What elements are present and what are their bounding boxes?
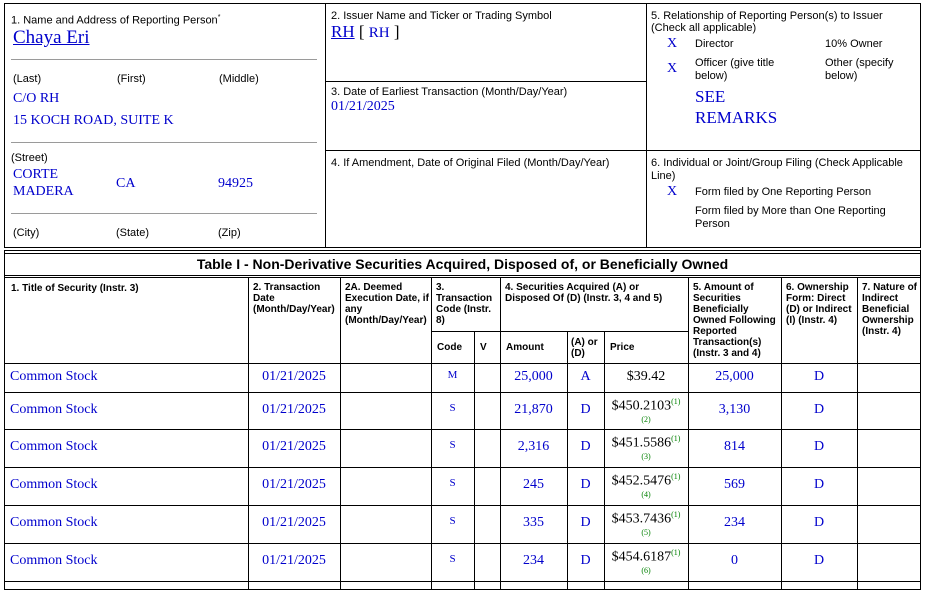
officer-check: X xyxy=(667,61,678,76)
price-cell xyxy=(604,434,688,461)
reporting-person-name[interactable]: Chaya Eri xyxy=(13,27,90,48)
director-check: X xyxy=(667,36,678,51)
box2-label: 2. Issuer Name and Ticker or Trading Symbol xyxy=(331,10,552,22)
issuer-ticker: RH [ RH ] xyxy=(331,22,400,41)
owned-following: 25,000 xyxy=(715,368,754,384)
price-cell xyxy=(604,397,688,424)
col-form-header: 6. Ownership Form: Direct (D) or Indirect (I) (Instr. 4) xyxy=(786,282,852,326)
first-label: (First) xyxy=(117,73,146,85)
securities-amount: 245 xyxy=(523,477,544,492)
state-value: CA xyxy=(116,176,136,191)
col-nature-header: 7. Nature of Indirect Beneficial Ownership (Instr. 4) xyxy=(862,282,918,337)
footnote-ref[interactable]: (5) xyxy=(641,527,651,537)
transaction-date: 01/21/2025 xyxy=(262,401,326,417)
aord-subheader: (A) or (D) xyxy=(571,337,598,359)
acquired-disposed: D xyxy=(580,553,591,568)
price-cell xyxy=(604,548,688,575)
security-title[interactable]: Common Stock xyxy=(10,515,98,530)
ten-percent-owner-label: 10% Owner xyxy=(825,38,883,50)
city-label: (City) xyxy=(13,227,40,239)
footnote-ref[interactable]: (1) xyxy=(671,472,681,481)
box5-label: 5. Relationship of Reporting Person(s) to Issuer xyxy=(651,10,883,22)
transaction-date: 01/21/2025 xyxy=(262,368,326,384)
acquired-disposed: D xyxy=(580,515,591,530)
acquired-disposed: D xyxy=(580,477,591,492)
zip-value: 94925 xyxy=(218,176,253,191)
col-deemed-header: 2A. Deemed Execution Date, if any (Month/Day/Year) xyxy=(345,282,429,326)
owned-following: 814 xyxy=(724,439,745,454)
state-label: (State) xyxy=(116,227,150,239)
other-label: Other (specify below) xyxy=(825,57,894,82)
amount-subheader: Amount xyxy=(506,342,544,353)
transaction-date: 01/21/2025 xyxy=(262,553,326,568)
price-value: $39.42 xyxy=(626,368,666,384)
ownership-form: D xyxy=(813,477,825,492)
transaction-code: M xyxy=(447,368,458,381)
transaction-date: 01/21/2025 xyxy=(262,515,326,530)
acquired-disposed: D xyxy=(580,439,591,454)
ownership-form: D xyxy=(813,553,825,568)
securities-amount: 2,316 xyxy=(517,439,550,454)
security-title[interactable]: Common Stock xyxy=(10,368,98,384)
address-line1: C/O RH xyxy=(13,91,60,106)
securities-amount: 335 xyxy=(523,515,544,530)
price-value: $454.6187 xyxy=(611,549,672,565)
footnote-ref[interactable]: (1) xyxy=(671,510,681,519)
ownership-form: D xyxy=(813,515,825,530)
table-title: Table I - Non-Derivative Securities Acquired, Disposed of, or Beneficially Owned xyxy=(196,256,729,272)
box6-label: 6. Individual or Joint/Group Filing (Check Applicable Line) xyxy=(651,157,903,182)
director-label: Director xyxy=(695,38,734,50)
owned-following: 234 xyxy=(724,515,745,530)
box4-label: 4. If Amendment, Date of Original Filed (Month/Day/Year) xyxy=(331,157,610,169)
transaction-date: 01/21/2025 xyxy=(262,439,326,454)
code-subheader: Code xyxy=(437,342,462,353)
transaction-code: S xyxy=(449,553,456,565)
ticker-symbol: RH xyxy=(368,25,390,41)
price-value: $453.7436 xyxy=(611,511,672,527)
officer-label: Officer (give title below) xyxy=(695,57,775,82)
price-subheader: Price xyxy=(610,342,635,353)
acquired-disposed: A xyxy=(580,368,591,384)
transaction-code: S xyxy=(449,515,456,527)
one-person-label: Form filed by One Reporting Person xyxy=(695,186,872,198)
ownership-form: D xyxy=(813,439,825,454)
footnote-ref[interactable]: (1) xyxy=(671,397,681,406)
acquired-disposed: D xyxy=(580,401,591,417)
price-value: $451.5586 xyxy=(611,435,672,451)
box3-label: 3. Date of Earliest Transaction (Month/Day/Year) xyxy=(331,86,568,98)
more-person-label: Form filed by More than One Reporting Person xyxy=(695,205,886,230)
transaction-code: S xyxy=(449,439,456,451)
security-title[interactable]: Common Stock xyxy=(10,401,98,417)
owned-following: 3,130 xyxy=(718,401,751,417)
footnote-ref[interactable]: (1) xyxy=(671,548,681,557)
col-code-header: 3. Transaction Code (Instr. 8) xyxy=(436,282,493,326)
one-person-check: X xyxy=(667,184,678,199)
footnote-ref[interactable]: (3) xyxy=(641,451,651,461)
securities-amount: 25,000 xyxy=(514,368,553,384)
price-value: $450.2103 xyxy=(611,398,672,414)
city-value: CORTE MADERA xyxy=(13,167,74,199)
footnote-ref[interactable]: (4) xyxy=(641,489,651,499)
footnote-ref[interactable]: (6) xyxy=(641,565,651,575)
security-title[interactable]: Common Stock xyxy=(10,477,98,492)
officer-title: SEE REMARKS xyxy=(695,87,778,127)
transaction-code: S xyxy=(449,401,456,414)
divider xyxy=(11,142,317,143)
earliest-date-value: 01/21/2025 xyxy=(331,99,395,114)
securities-amount: 234 xyxy=(523,553,544,568)
issuer-name-link[interactable]: RH xyxy=(331,22,355,41)
owned-following: 0 xyxy=(731,553,738,568)
box1-label: 1. Name and Address of Reporting Person* xyxy=(11,14,221,27)
transaction-date: 01/21/2025 xyxy=(262,477,326,492)
col-securities-header: 4. Securities Acquired (A) or Disposed Of (D) (Instr. 3, 4 and 5) xyxy=(505,282,663,304)
street-label: (Street) xyxy=(11,152,48,164)
price-cell xyxy=(604,472,688,499)
security-title[interactable]: Common Stock xyxy=(10,553,98,568)
address-line2: 15 KOCH ROAD, SUITE K xyxy=(13,113,174,128)
footnote-ref[interactable]: (1) xyxy=(671,434,681,443)
divider xyxy=(11,59,317,60)
ownership-form: D xyxy=(813,368,825,384)
divider xyxy=(11,213,317,214)
col-owned-header: 5. Amount of Securities Beneficially Owned Following Reported Transaction(s) (Instr. 3 and 4) xyxy=(693,282,776,359)
last-label: (Last) xyxy=(13,73,42,85)
zip-label: (Zip) xyxy=(218,227,241,239)
price-cell xyxy=(604,369,688,385)
middle-label: (Middle) xyxy=(219,73,259,85)
securities-amount: 21,870 xyxy=(514,401,553,417)
owned-following: 569 xyxy=(724,477,745,492)
footnote-ref[interactable]: (2) xyxy=(641,414,651,424)
col-title-header: 1. Title of Security (Instr. 3) xyxy=(11,283,139,294)
security-title[interactable]: Common Stock xyxy=(10,439,98,454)
box5-sublabel: (Check all applicable) xyxy=(651,22,757,34)
col-date-header: 2. Transaction Date (Month/Day/Year) xyxy=(253,282,335,315)
price-cell xyxy=(604,510,688,537)
ownership-form: D xyxy=(813,401,825,417)
price-value: $452.5476 xyxy=(611,473,672,489)
v-subheader: V xyxy=(480,342,487,353)
transaction-code: S xyxy=(449,477,456,489)
